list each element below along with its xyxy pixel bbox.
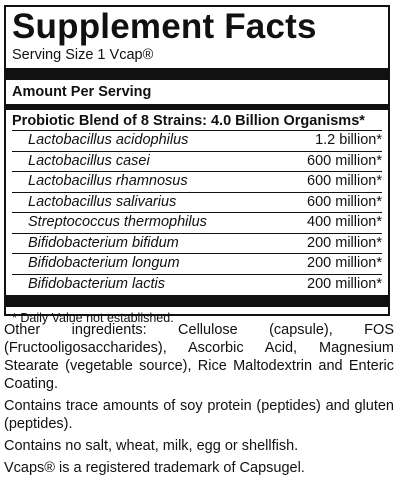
strain-name: Bifidobacterium longum — [28, 255, 180, 271]
strain-row — [12, 171, 382, 192]
strain-amount: 200 million* — [307, 234, 382, 251]
strain-row — [12, 233, 382, 254]
strain-name: Lactobacillus salivarius — [28, 193, 177, 210]
strain-row — [12, 192, 382, 213]
other-ingredients: Other ingredients: Cellulose (capsule), FOS (Fructooligosaccharides), Ascorbic Acid, Magnesium Stearate (vegetable source), Rice Maltodextrin and Enteric Coating. — [4, 322, 394, 392]
strain-amount: 1.2 billion* — [315, 132, 382, 148]
blend-title: Probiotic Blend of 8 Strains: 4.0 Billion Organisms* — [12, 113, 365, 129]
strain-amount: 600 million* — [307, 193, 382, 210]
strain-row — [12, 130, 382, 151]
strain-name: Lactobacillus rhamnosus — [28, 173, 188, 189]
strain-row — [12, 212, 382, 233]
strain-name: Bifidobacterium lactis — [28, 275, 165, 292]
bottom-divider — [6, 295, 388, 307]
allergen-note: Contains no salt, wheat, milk, egg or shellfish. — [4, 438, 299, 454]
strain-row — [12, 151, 382, 172]
strain-name: Bifidobacterium bifidum — [28, 234, 179, 251]
panel-title: Supplement Facts — [12, 7, 317, 46]
strain-name: Streptococcus thermophilus — [28, 214, 207, 230]
strain-name: Lactobacillus acidophilus — [28, 132, 189, 148]
amount-per-serving: Amount Per Serving — [12, 84, 152, 100]
strain-row — [12, 253, 382, 274]
thick-divider — [6, 68, 388, 80]
strain-amount: 200 million* — [307, 255, 382, 271]
strain-row — [12, 274, 382, 295]
strain-amount: 600 million* — [307, 152, 382, 169]
strain-amount: 600 million* — [307, 173, 382, 189]
trace-amounts-note: Contains trace amounts of soy protein (peptides) and gluten (peptides). — [4, 398, 394, 432]
other-information — [4, 321, 394, 481]
trademark-note: Vcaps® is a registered trademark of Capsugel. — [4, 460, 305, 476]
serving-size: Serving Size 1 Vcap® — [12, 47, 154, 63]
strain-amount: 400 million* — [307, 214, 382, 230]
daily-value-footnote: * Daily Value not established. — [12, 311, 174, 325]
strain-name: Lactobacillus casei — [28, 152, 150, 169]
strain-amount: 200 million* — [307, 275, 382, 292]
supplement-facts-panel — [4, 5, 390, 325]
medium-divider — [6, 104, 388, 110]
